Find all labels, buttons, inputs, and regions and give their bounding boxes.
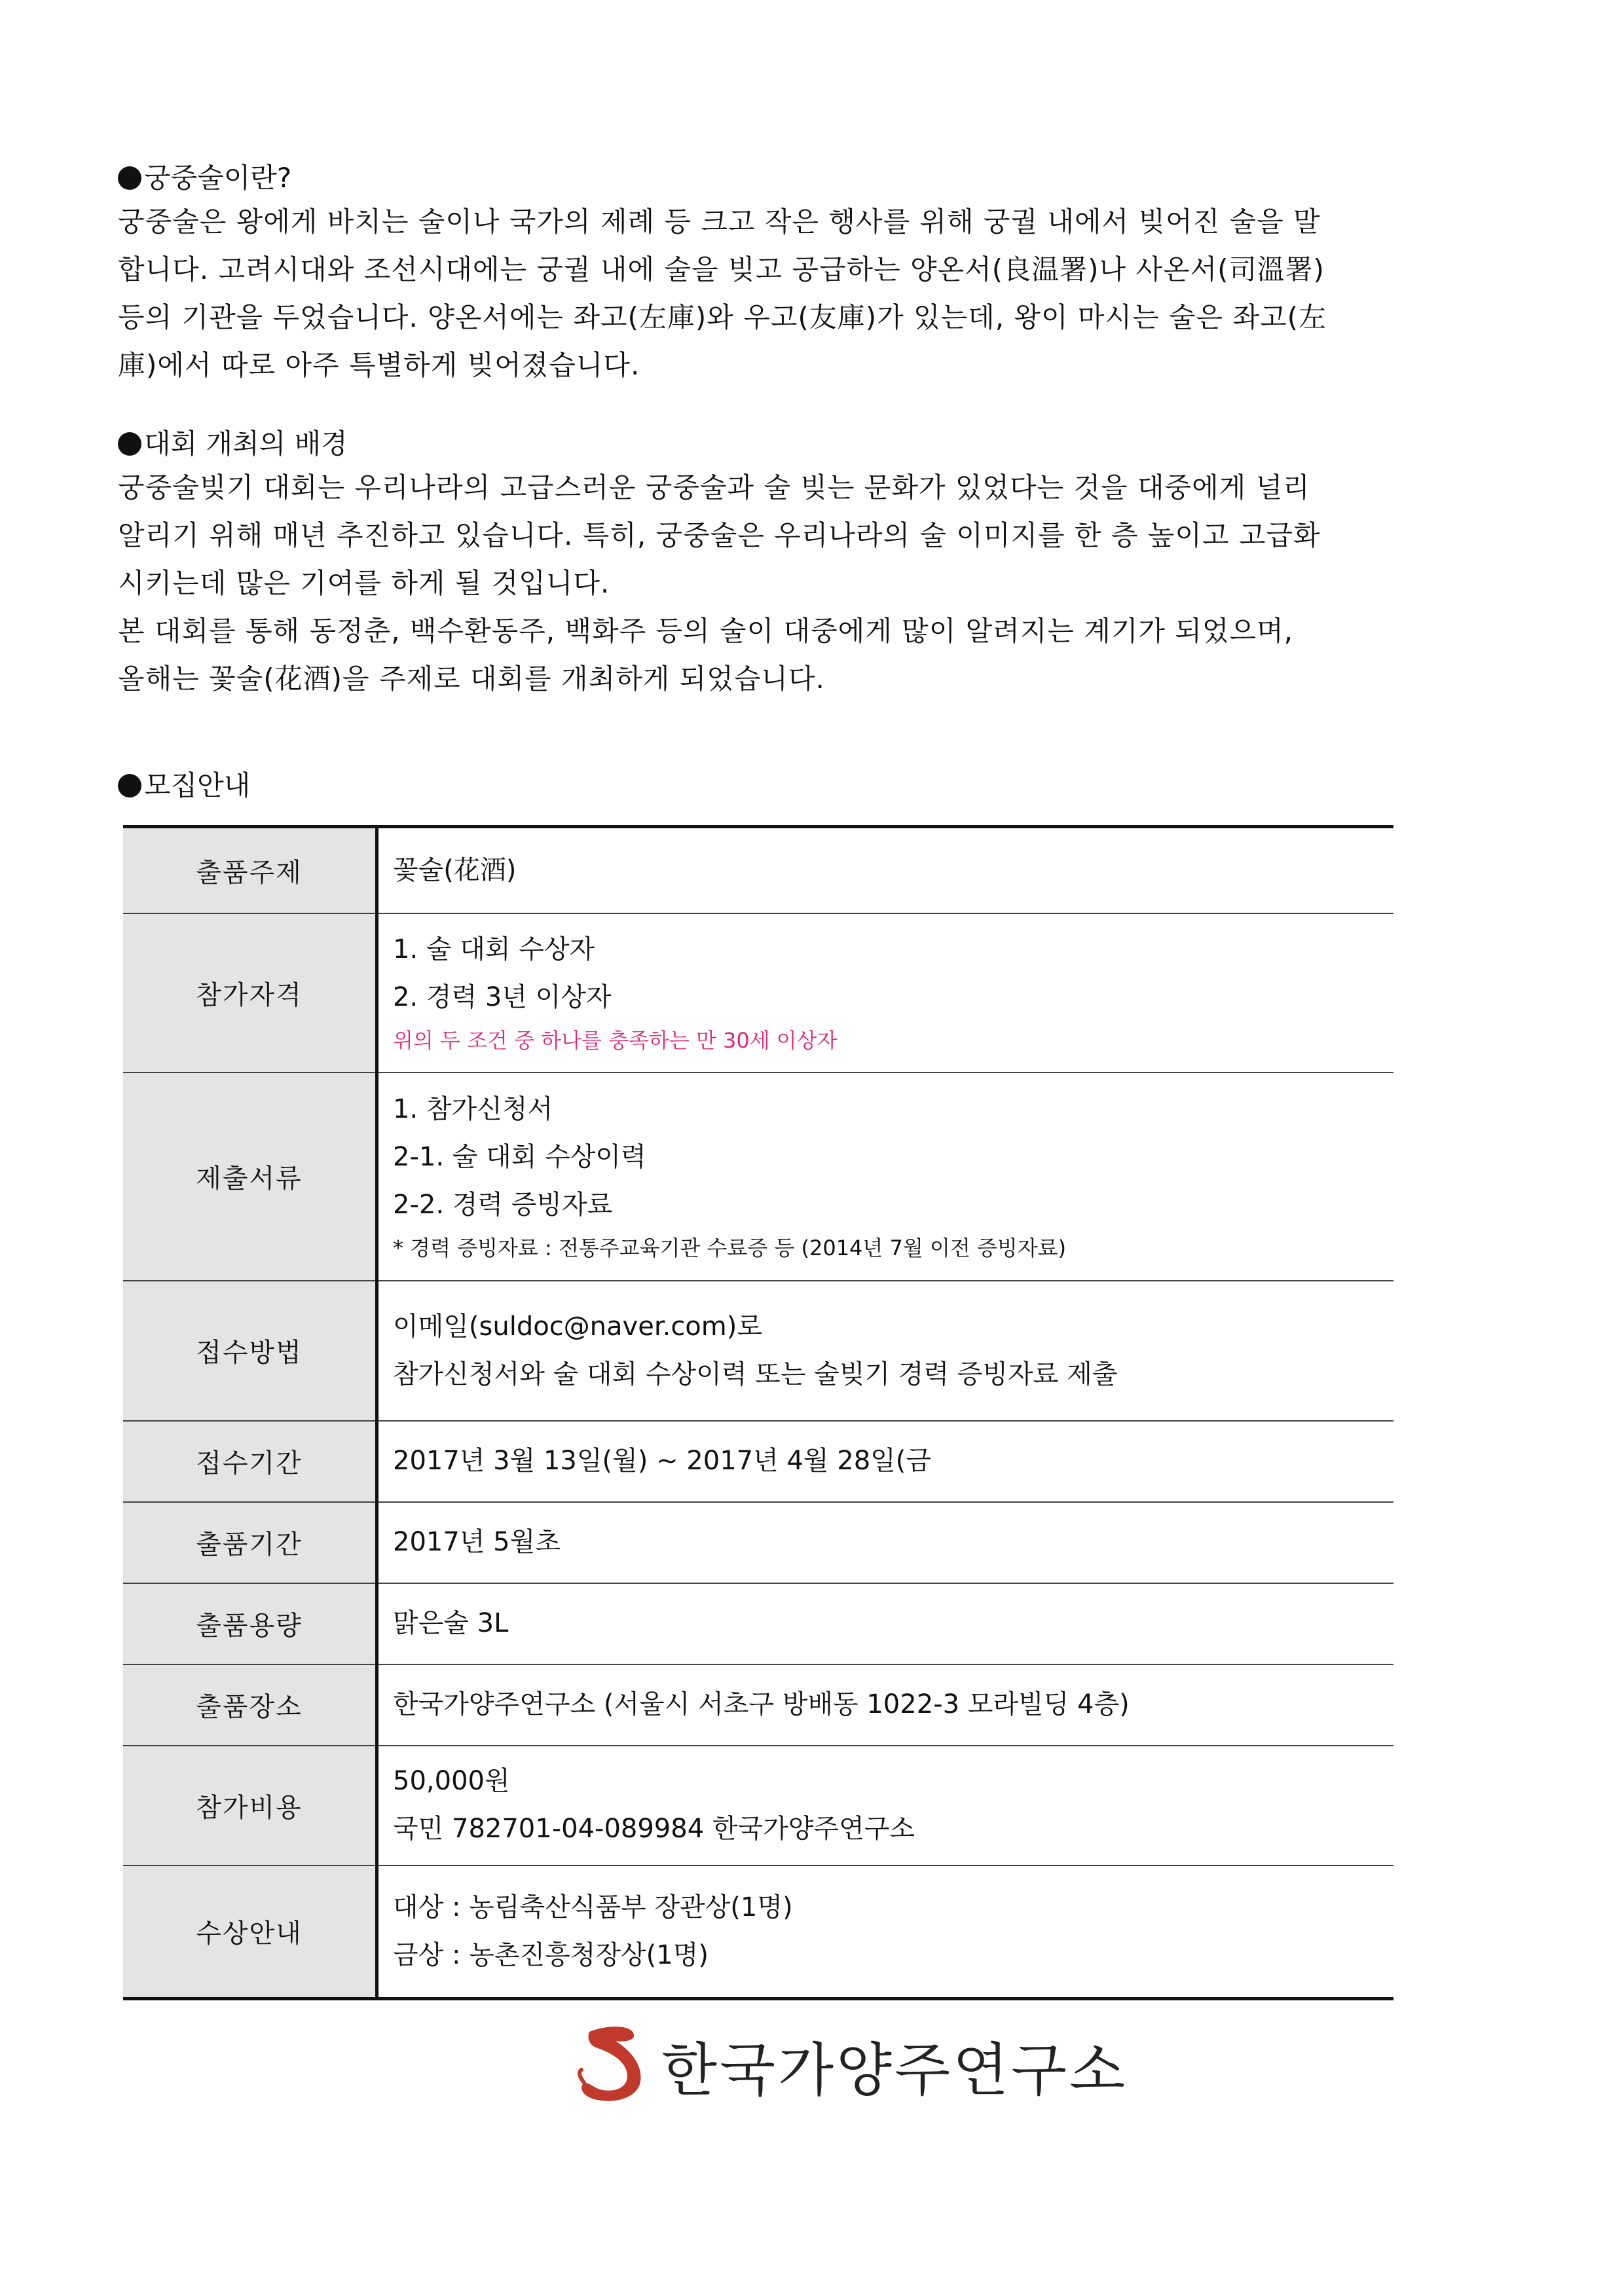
paragraph-line: 궁중술은 왕에게 바치는 술이나 국가의 제례 등 크고 작은 행사를 위해 궁궐 내에서 빚어진 술을 말 [118, 206, 1321, 238]
paragraph-line: 시키는데 많은 기여를 하게 될 것입니다. [118, 567, 610, 599]
table-row [123, 1281, 1393, 1421]
value-line: 2017년 3월 13일(월) ~ 2017년 4월 28일(금 [393, 1446, 932, 1476]
section-heading-text: 모집안내 [144, 769, 251, 801]
row-value [377, 1421, 1394, 1502]
row-value [377, 1502, 1394, 1583]
paragraph-line: 등의 기관을 두었습니다. 양온서에는 좌고(左庫)와 우고(友庫)가 있는데, 왕이 마시는 술은 좌고(左 [118, 301, 1327, 333]
row-label: 출품용량 [123, 1583, 377, 1664]
value-line: 2. 경력 3년 이상자 [393, 982, 612, 1012]
section-heading-text: 대회 개최의 배경 [144, 428, 348, 460]
value-line: 맑은술 3L [393, 1608, 509, 1638]
value-line: 이메일(suldoc@naver.com)로 [393, 1311, 762, 1342]
table-row [123, 1583, 1393, 1664]
paragraph-line: 庫)에서 따로 아주 특별하게 빚어졌습니다. [118, 349, 640, 381]
paragraph-line: 올해는 꽃술(花酒)을 주제로 대회를 개최하게 되었습니다. [118, 663, 825, 695]
paragraph-line: 궁중술빚기 대회는 우리나라의 고급스러운 궁중술과 술 빚는 문화가 있었다는 것을 대중에게 널리 [118, 471, 1310, 504]
section-paragraph [118, 198, 1509, 389]
row-label: 접수기간 [123, 1421, 377, 1502]
row-value [377, 1746, 1394, 1865]
brush-stroke-logo-icon [570, 2019, 655, 2113]
section-heading [118, 424, 1509, 464]
row-label: 수상안내 [123, 1865, 377, 1999]
table-row [123, 913, 1393, 1073]
row-value [377, 1865, 1394, 1999]
table-row [123, 1073, 1393, 1281]
section-heading [118, 158, 1509, 198]
section-heading-text: 궁중술이란? [144, 162, 292, 194]
table-row [123, 1664, 1393, 1746]
value-line: 꽃술(花酒) [393, 854, 517, 885]
row-label: 출품기간 [123, 1502, 377, 1583]
organization-name: 한국가양주연구소 [661, 2036, 1128, 2104]
row-label: 제출서류 [123, 1073, 377, 1281]
value-line: 2017년 5월초 [393, 1527, 561, 1557]
row-label: 접수방법 [123, 1281, 377, 1421]
documents-note: * 경력 증빙자료 : 전통주교육기관 수료증 등 (2014년 7월 이전 증빙자료) [393, 1236, 1067, 1260]
row-value [377, 1583, 1394, 1664]
paragraph-line: 합니다. 고려시대와 조선시대에는 궁궐 내에 술을 빚고 공급하는 양온서(良温署)나 사온서(司溫署) [118, 253, 1325, 285]
row-value [377, 1073, 1394, 1281]
row-label: 출품주제 [123, 827, 377, 913]
row-value [377, 913, 1394, 1073]
value-line: 50,000원 [393, 1766, 510, 1796]
value-line: 대상 : 농림축산식품부 장관상(1명) [393, 1892, 793, 1922]
row-label: 참가자격 [123, 913, 377, 1073]
row-value [377, 827, 1394, 913]
value-line: 금상 : 농촌진흥청장상(1명) [393, 1939, 709, 1970]
value-line: 2-2. 경력 증빙자료 [393, 1190, 613, 1220]
value-line: 참가신청서와 술 대회 수상이력 또는 술빚기 경력 증빙자료 제출 [393, 1359, 1118, 1389]
row-value [377, 1281, 1394, 1421]
bullet-dot-icon [118, 166, 141, 190]
table-row [123, 1865, 1393, 1999]
value-line: 2-1. 술 대회 수상이력 [393, 1142, 646, 1172]
section-palace-liquor [118, 158, 1509, 389]
table-row [123, 1502, 1393, 1583]
row-value [377, 1664, 1394, 1746]
recruitment-table [123, 825, 1393, 2000]
table-row [123, 1746, 1393, 1865]
eligibility-note: 위의 두 조건 중 하나를 충족하는 만 30세 이상자 [393, 1028, 838, 1053]
bullet-dot-icon [118, 432, 141, 456]
section-paragraph [118, 464, 1509, 703]
value-line: 국민 782701-04-089984 한국가양주연구소 [393, 1814, 915, 1844]
value-line: 한국가양주연구소 (서울시 서초구 방배동 1022-3 모라빌딩 4층) [393, 1689, 1130, 1719]
section-heading [118, 766, 1509, 805]
section-background [118, 424, 1509, 703]
table-row [123, 827, 1393, 913]
paragraph-line: 본 대회를 통해 동정춘, 백수환동주, 백화주 등의 술이 대중에게 많이 알려지는 계기가 되었으며, [118, 615, 1293, 647]
value-line: 1. 참가신청서 [393, 1094, 553, 1124]
section-recruitment [118, 766, 1509, 805]
row-label: 출품장소 [123, 1664, 377, 1746]
paragraph-line: 알리기 위해 매년 추진하고 있습니다. 특히, 궁중술은 우리나라의 술 이미지를 한 층 높이고 고급화 [118, 519, 1321, 551]
organization-logo [570, 2020, 1128, 2112]
row-label: 참가비용 [123, 1746, 377, 1865]
bullet-dot-icon [118, 774, 141, 798]
value-line: 1. 술 대회 수상자 [393, 934, 595, 964]
table-row [123, 1421, 1393, 1502]
